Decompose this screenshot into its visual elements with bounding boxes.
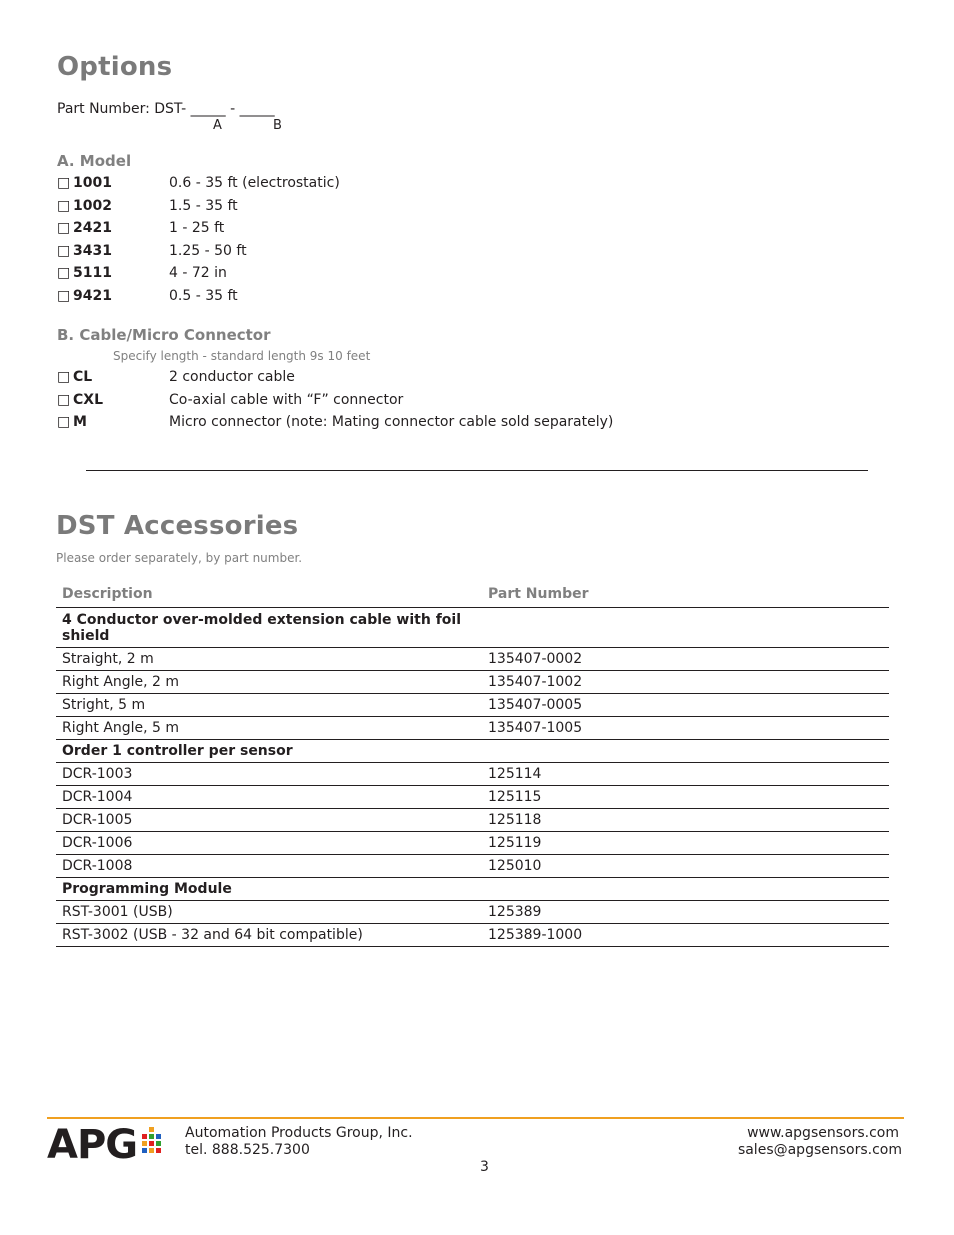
part-letter-a: A xyxy=(213,118,222,133)
model-description: 1 - 25 ft xyxy=(169,220,225,236)
cell-part-number: 125114 xyxy=(482,763,889,786)
footer-accent-line xyxy=(47,1117,904,1119)
checkbox-icon[interactable]: □ xyxy=(57,369,71,385)
model-option-row[interactable] xyxy=(57,198,757,218)
cell-part-number: 135407-1005 xyxy=(482,717,889,740)
accessories-subtitle: Please order separately, by part number. xyxy=(56,551,303,565)
model-option-row[interactable] xyxy=(57,243,757,263)
checkbox-icon[interactable]: □ xyxy=(57,414,71,430)
footer-company: Automation Products Group, Inc. xyxy=(185,1125,413,1141)
checkbox-icon[interactable]: □ xyxy=(57,265,71,281)
cable-option-row[interactable] xyxy=(57,392,757,412)
cell-description: Right Angle, 5 m xyxy=(56,717,482,740)
table-row xyxy=(56,855,889,878)
accessories-table xyxy=(56,582,889,947)
table-group-row xyxy=(56,608,889,648)
table-row xyxy=(56,694,889,717)
cable-note: Specify length - standard length 9s 10 feet xyxy=(113,349,371,363)
model-code: 2421 xyxy=(73,220,112,236)
logo-square xyxy=(156,1134,161,1139)
table-group-row xyxy=(56,878,889,901)
cell-part-number xyxy=(482,878,889,901)
logo-square xyxy=(142,1141,147,1146)
model-description: 1.5 - 35 ft xyxy=(169,197,238,214)
cell-part-number: 135407-0002 xyxy=(482,648,889,671)
cell-description: Straight, 2 m xyxy=(56,648,482,671)
cable-option-row[interactable] xyxy=(57,369,757,389)
cell-description: RST-3002 (USB - 32 and 64 bit compatible) xyxy=(56,924,482,947)
cable-option-row[interactable] xyxy=(57,414,757,434)
footer-website[interactable]: www.apgsensors.com xyxy=(747,1125,899,1141)
accessories-title: DST Accessories xyxy=(56,511,299,541)
options-title: Options xyxy=(57,52,173,82)
cell-part-number: 125389-1000 xyxy=(482,924,889,947)
table-row xyxy=(56,901,889,924)
part-letter-b: B xyxy=(273,118,282,133)
table-row xyxy=(56,671,889,694)
footer-email[interactable]: sales@apgsensors.com xyxy=(737,1142,902,1158)
cell-description: DCR-1003 xyxy=(56,763,482,786)
checkbox-icon[interactable]: □ xyxy=(57,391,71,408)
cable-code: CL xyxy=(73,369,93,385)
table-row xyxy=(56,786,889,809)
column-header-description: Description xyxy=(56,582,482,608)
checkbox-icon[interactable]: □ xyxy=(57,197,71,214)
cell-description: DCR-1004 xyxy=(56,786,482,809)
cell-part-number: 125389 xyxy=(482,901,889,924)
cell-description: Right Angle, 2 m xyxy=(56,671,482,694)
footer-phone: tel. 888.525.7300 xyxy=(185,1142,310,1158)
cell-part-number: 125010 xyxy=(482,855,889,878)
model-code: 1002 xyxy=(73,197,112,214)
logo-square xyxy=(142,1148,147,1153)
checkbox-icon[interactable]: □ xyxy=(57,242,71,259)
logo-square xyxy=(156,1148,161,1153)
table-row xyxy=(56,809,889,832)
model-description: 1.25 - 50 ft xyxy=(169,242,247,259)
checkbox-icon[interactable]: □ xyxy=(57,287,71,304)
model-code: 9421 xyxy=(73,287,112,304)
table-row xyxy=(56,832,889,855)
table-group-row xyxy=(56,740,889,763)
model-code: 5111 xyxy=(73,265,112,281)
cell-part-number: 125118 xyxy=(482,809,889,832)
cell-description: DCR-1008 xyxy=(56,855,482,878)
cell-part-number: 125119 xyxy=(482,832,889,855)
cell-part-number: 135407-0005 xyxy=(482,694,889,717)
model-code: 3431 xyxy=(73,242,112,259)
cable-description: 2 conductor cable xyxy=(169,369,295,385)
cell-part-number xyxy=(482,608,889,648)
model-option-row[interactable] xyxy=(57,265,757,285)
checkbox-icon[interactable]: □ xyxy=(57,220,71,236)
cable-description: Micro connector (note: Mating connector cable sold separately) xyxy=(169,414,614,430)
section-divider xyxy=(86,470,868,471)
model-heading: A. Model xyxy=(57,152,132,170)
model-option-row[interactable] xyxy=(57,175,757,195)
cell-description: Programming Module xyxy=(56,878,482,901)
apg-logo: APG xyxy=(47,1122,138,1168)
model-description: 4 - 72 in xyxy=(169,265,227,281)
cell-part-number: 125115 xyxy=(482,786,889,809)
model-option-row[interactable] xyxy=(57,220,757,240)
cable-code: M xyxy=(73,414,87,430)
table-row xyxy=(56,924,889,947)
logo-square xyxy=(149,1148,154,1153)
cell-description: DCR-1005 xyxy=(56,809,482,832)
table-row xyxy=(56,763,889,786)
table-row xyxy=(56,648,889,671)
logo-square xyxy=(149,1141,154,1146)
model-code: 1001 xyxy=(73,175,112,191)
logo-square xyxy=(149,1127,154,1132)
logo-square xyxy=(156,1141,161,1146)
cell-description: DCR-1006 xyxy=(56,832,482,855)
cable-code: CXL xyxy=(73,391,103,408)
part-number-label: Part Number: DST- _____ - _____ xyxy=(57,101,275,117)
cell-part-number: 135407-1002 xyxy=(482,671,889,694)
table-header-row xyxy=(56,582,889,608)
table-row xyxy=(56,717,889,740)
model-option-row[interactable] xyxy=(57,288,757,308)
model-description: 0.5 - 35 ft xyxy=(169,287,238,304)
cell-description: RST-3001 (USB) xyxy=(56,901,482,924)
cell-description: Order 1 controller per sensor xyxy=(56,740,482,763)
cable-description: Co-axial cable with “F” connector xyxy=(169,391,404,408)
cell-description: Stright, 5 m xyxy=(56,694,482,717)
cell-part-number xyxy=(482,740,889,763)
logo-square xyxy=(142,1134,147,1139)
page-number: 3 xyxy=(480,1159,489,1175)
checkbox-icon[interactable]: □ xyxy=(57,175,71,191)
logo-square xyxy=(149,1134,154,1139)
column-header-part-number: Part Number xyxy=(482,582,889,608)
cable-heading: B. Cable/Micro Connector xyxy=(57,326,271,344)
model-description: 0.6 - 35 ft (electrostatic) xyxy=(169,175,340,191)
cell-description: 4 Conductor over-molded extension cable with foil shield xyxy=(56,608,482,648)
